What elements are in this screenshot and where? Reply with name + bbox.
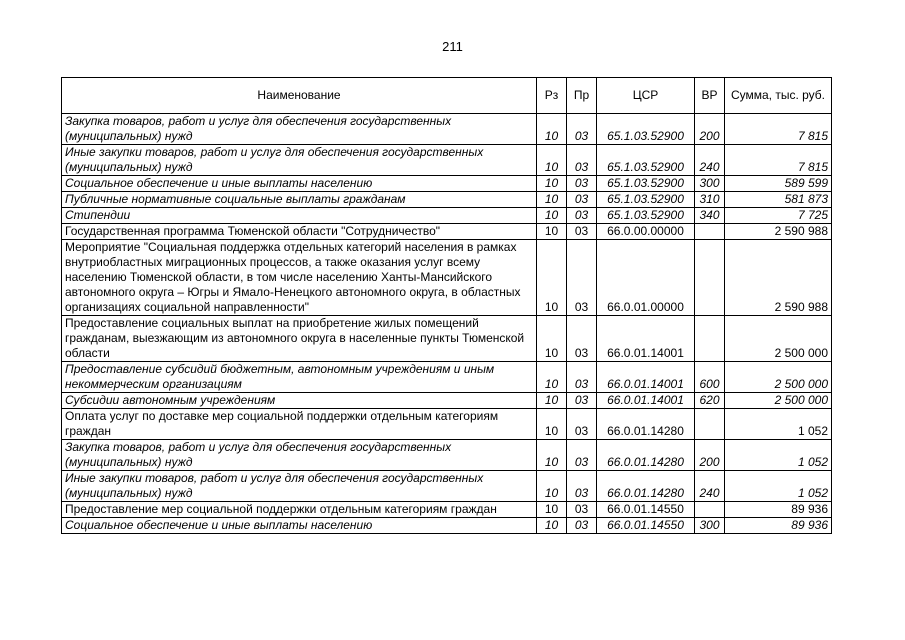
cell-sum: 7 725 [725,208,832,224]
cell-csr: 65.1.03.52900 [597,114,695,145]
cell-name: Стипендии [62,208,537,224]
cell-name: Мероприятие "Социальная поддержка отдельных категорий населения в рамках внутриобластных миграционных процессов, а также оказания услуг всему населению Тюменской области, в том числе населению Ханты-Мансийского автономного округа – Югры и Ямало-Ненецкого автономного округа, в областных организациях социальной направленности" [62,240,537,316]
cell-vr: 200 [695,440,725,471]
cell-name: Предоставление социальных выплат на приобретение жилых помещений гражданам, выезжающим из автономного округа в населенные пункты Тюменской области [62,316,537,362]
header-name: Наименование [62,78,537,114]
cell-csr: 65.1.03.52900 [597,208,695,224]
table-row [62,192,832,208]
cell-pr: 03 [567,192,597,208]
cell-vr: 300 [695,518,725,534]
cell-csr: 66.0.01.14280 [597,409,695,440]
cell-rz: 10 [537,240,567,316]
table-row [62,409,832,440]
cell-name: Социальное обеспечение и иные выплаты населению [62,518,537,534]
cell-rz: 10 [537,224,567,240]
table-row [62,362,832,393]
cell-name: Закупка товаров, работ и услуг для обеспечения государственных (муниципальных) нужд [62,114,537,145]
cell-sum: 89 936 [725,518,832,534]
cell-name: Иные закупки товаров, работ и услуг для обеспечения государственных (муниципальных) нужд [62,471,537,502]
cell-csr: 66.0.01.14280 [597,471,695,502]
header-sum: Сумма, тыс. руб. [725,78,832,114]
cell-csr: 65.1.03.52900 [597,176,695,192]
page-number: 211 [442,39,463,54]
header-csr: ЦСР [597,78,695,114]
cell-pr: 03 [567,518,597,534]
cell-pr: 03 [567,409,597,440]
cell-vr: 300 [695,176,725,192]
budget-table [61,77,832,534]
cell-sum: 2 500 000 [725,362,832,393]
cell-rz: 10 [537,518,567,534]
cell-csr: 66.0.01.14001 [597,393,695,409]
cell-name: Социальное обеспечение и иные выплаты населению [62,176,537,192]
cell-sum: 89 936 [725,502,832,518]
cell-pr: 03 [567,145,597,176]
cell-pr: 03 [567,208,597,224]
cell-rz: 10 [537,176,567,192]
table-header [62,78,832,114]
cell-sum: 7 815 [725,114,832,145]
cell-name: Предоставление мер социальной поддержки отдельным категориям граждан [62,502,537,518]
cell-csr: 66.0.01.14001 [597,316,695,362]
cell-vr [695,409,725,440]
cell-rz: 10 [537,393,567,409]
table-row [62,224,832,240]
cell-rz: 10 [537,440,567,471]
cell-sum: 2 500 000 [725,393,832,409]
cell-vr: 240 [695,145,725,176]
cell-vr [695,240,725,316]
cell-pr: 03 [567,176,597,192]
cell-csr: 66.0.01.00000 [597,240,695,316]
table-row [62,502,832,518]
table-row [62,145,832,176]
cell-csr: 66.0.01.14550 [597,518,695,534]
cell-sum: 2 590 988 [725,224,832,240]
cell-csr: 66.0.01.14280 [597,440,695,471]
cell-name: Публичные нормативные социальные выплаты гражданам [62,192,537,208]
cell-sum: 1 052 [725,409,832,440]
table-row [62,518,832,534]
cell-rz: 10 [537,208,567,224]
cell-vr: 310 [695,192,725,208]
cell-pr: 03 [567,502,597,518]
cell-name: Субсидии автономным учреждениям [62,393,537,409]
header-rz: Рз [537,78,567,114]
cell-sum: 2 500 000 [725,316,832,362]
cell-rz: 10 [537,114,567,145]
table-row [62,208,832,224]
cell-rz: 10 [537,362,567,393]
cell-pr: 03 [567,471,597,502]
cell-rz: 10 [537,192,567,208]
cell-csr: 65.1.03.52900 [597,192,695,208]
table-row [62,393,832,409]
table-row [62,240,832,316]
cell-csr: 66.0.01.14001 [597,362,695,393]
cell-pr: 03 [567,393,597,409]
header-row [62,78,832,114]
cell-pr: 03 [567,114,597,145]
cell-sum: 589 599 [725,176,832,192]
cell-vr [695,316,725,362]
cell-name: Закупка товаров, работ и услуг для обеспечения государственных (муниципальных) нужд [62,440,537,471]
cell-sum: 1 052 [725,471,832,502]
cell-vr [695,502,725,518]
cell-vr: 240 [695,471,725,502]
cell-name: Предоставление субсидий бюджетным, автономным учреждениям и иным некоммерческим организациям [62,362,537,393]
cell-rz: 10 [537,316,567,362]
cell-name: Иные закупки товаров, работ и услуг для обеспечения государственных (муниципальных) нужд [62,145,537,176]
cell-pr: 03 [567,440,597,471]
table-row [62,114,832,145]
cell-pr: 03 [567,362,597,393]
cell-name: Государственная программа Тюменской области "Сотрудничество" [62,224,537,240]
cell-name: Оплата услуг по доставке мер социальной поддержки отдельным категориям граждан [62,409,537,440]
cell-csr: 66.0.01.14550 [597,502,695,518]
table-row [62,440,832,471]
table-row [62,471,832,502]
table-row [62,316,832,362]
cell-rz: 10 [537,502,567,518]
cell-pr: 03 [567,316,597,362]
cell-csr: 66.0.00.00000 [597,224,695,240]
cell-sum: 7 815 [725,145,832,176]
cell-pr: 03 [567,224,597,240]
cell-vr: 200 [695,114,725,145]
table-row [62,176,832,192]
cell-vr: 340 [695,208,725,224]
cell-sum: 581 873 [725,192,832,208]
cell-sum: 2 590 988 [725,240,832,316]
cell-pr: 03 [567,240,597,316]
table-body [62,114,832,534]
cell-vr: 620 [695,393,725,409]
cell-sum: 1 052 [725,440,832,471]
header-vr: ВР [695,78,725,114]
cell-rz: 10 [537,145,567,176]
cell-rz: 10 [537,409,567,440]
cell-vr [695,224,725,240]
cell-rz: 10 [537,471,567,502]
cell-csr: 65.1.03.52900 [597,145,695,176]
cell-vr: 600 [695,362,725,393]
header-pr: Пр [567,78,597,114]
